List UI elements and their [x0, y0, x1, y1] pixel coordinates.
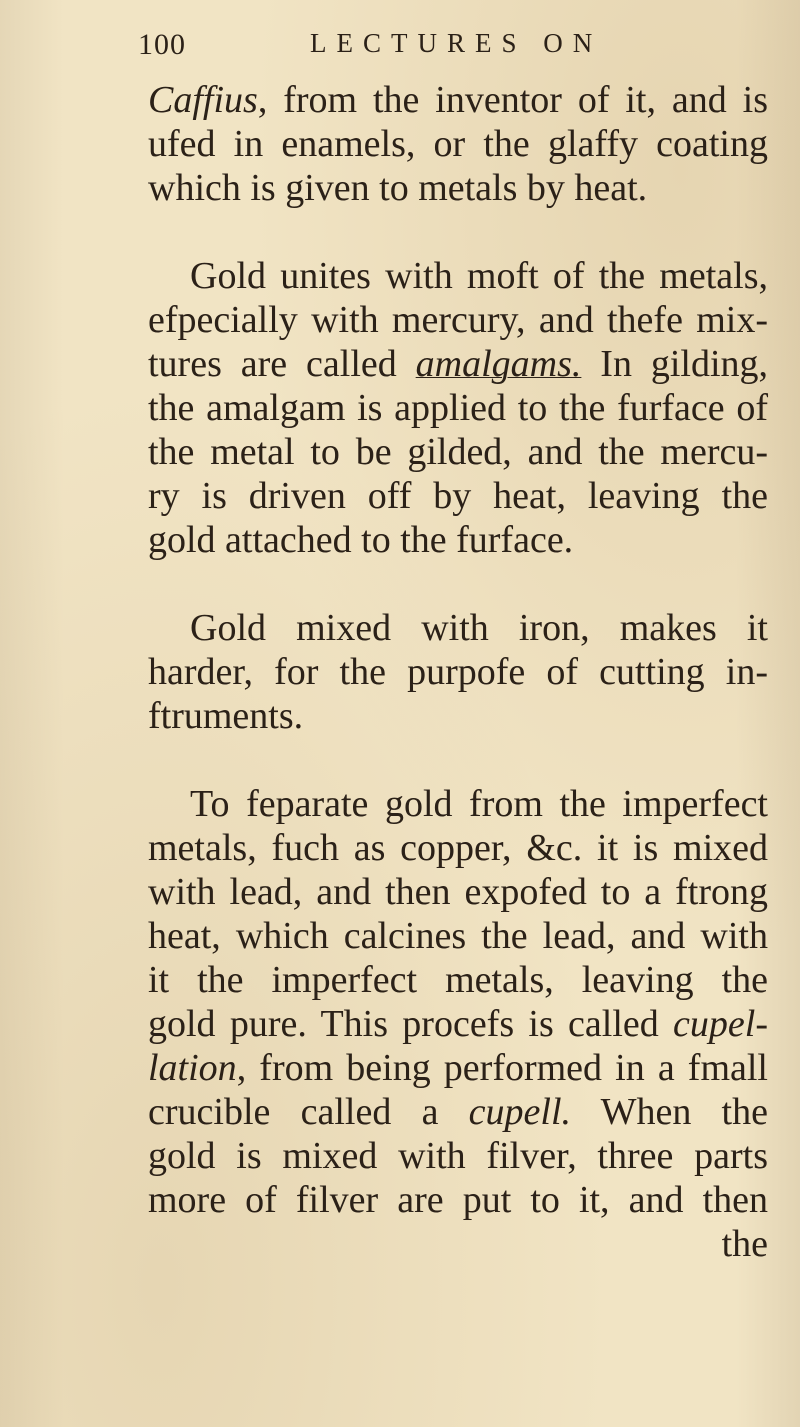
text-line: efpecially with mercury, and thefe mix- [148, 299, 768, 341]
text-span: tures are called [148, 343, 416, 385]
italic-term: lation [148, 1047, 237, 1089]
text-line [148, 1090, 768, 1134]
text-line [148, 342, 768, 386]
page-number: 100 [138, 28, 186, 61]
text-line: metals, fuch as copper, &c. it is mixed [148, 827, 768, 869]
text-line: ufed in enamels, or the glaffy coating [148, 123, 768, 165]
text-line: gold attached to the furface. [148, 519, 574, 561]
text-line: it the imperfect metals, leaving the [148, 959, 768, 1001]
text-span: , from the inventor of it, and is [257, 79, 768, 121]
text-span: , from being performed in a fmall [236, 1047, 768, 1089]
text-line: with lead, and then expofed to a ftrong [148, 871, 768, 913]
text-line: heat, which calcines the lead, and with [148, 915, 768, 957]
page-header [138, 28, 698, 68]
text-line: which is given to metals by heat. [148, 167, 648, 209]
text-line: the amalgam is applied to the furface of [148, 387, 768, 429]
catchword: the [721, 1223, 768, 1265]
text-line: ftruments. [148, 695, 304, 737]
text-line [148, 1002, 768, 1046]
text-span: gold pure. This procefs is called [148, 1003, 674, 1045]
text-span: When the [571, 1091, 768, 1133]
text-span: In gilding, [581, 343, 769, 385]
text-line: more of filver are put to it, and then [148, 1179, 768, 1221]
running-head: LECTURES ON [310, 28, 603, 58]
text-line: Gold mixed with iron, makes it [190, 607, 768, 649]
text-line: the metal to be gilded, and the mercu- [148, 431, 768, 473]
text-line: harder, for the purpofe of cutting in- [148, 651, 768, 693]
text-span: crucible called a [148, 1091, 469, 1133]
text-line [148, 1046, 768, 1090]
italic-term: Caffius [148, 79, 258, 121]
text-line: Gold unites with moft of the metals, [190, 255, 768, 297]
text-line: ry is driven off by heat, leaving the [148, 475, 768, 517]
italic-term: cupell. [468, 1091, 572, 1133]
italic-term: amalgams. [415, 343, 582, 385]
text-line: To feparate gold from the imperfect [190, 783, 768, 825]
text-line: gold is mixed with filver, three parts [148, 1135, 768, 1177]
italic-term: cupel- [673, 1003, 768, 1045]
text-line [148, 78, 768, 122]
